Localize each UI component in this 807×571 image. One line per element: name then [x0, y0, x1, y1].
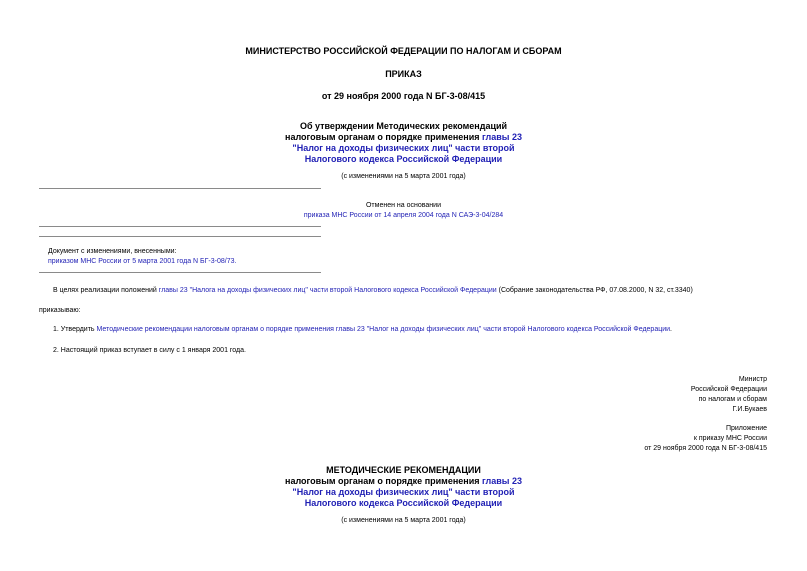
appendix-order-ref: к приказу МНС России — [693, 435, 767, 442]
recommendations-link[interactable]: Методические рекомендации налоговым органам о порядке применения главы 23 "Налог на доходы физических лиц" части второй Налогового кодекса Российской Федерации — [96, 326, 671, 333]
tax-code-chapter-link[interactable]: главы 23 "Налога на доходы физических лиц" части второй Налогового кодекса Российской Федерации — [158, 287, 497, 294]
chapter-23-link[interactable]: главы 23 — [481, 132, 522, 142]
amendment-order-link[interactable]: приказом МНС России от 5 марта 2001 года N БГ-3-08/73. — [48, 258, 237, 265]
title-line-2-text: налоговым органам о порядке применения — [285, 132, 482, 142]
item-1-text: 1. Утвердить — [53, 326, 97, 333]
divider — [39, 188, 321, 189]
recommendations-line-2-text: налоговым органам о порядке применения — [285, 476, 482, 486]
preamble — [53, 287, 693, 294]
preamble-source: (Собрание законодательства РФ, 07.08.2000, N 32, ст.3340) — [496, 287, 693, 294]
cancelled-text: Отменен на основании — [365, 202, 441, 209]
title-line-1: Об утверждении Методических рекомендаций — [299, 121, 508, 131]
order-word: приказываю: — [39, 307, 81, 314]
title-line-4-link[interactable]: Налогового кодекса Российской Федерации — [304, 154, 503, 164]
appendix-label: Приложение — [725, 425, 767, 432]
amendments-text: Документ с изменениями, внесенными: — [48, 248, 177, 255]
appendix-date-number: от 29 ноября 2000 года N БГ-3-08/415 — [644, 445, 767, 452]
title-line-3-link[interactable]: "Налог на доходы физических лиц" части второй — [292, 143, 515, 153]
recommendations-title: МЕТОДИЧЕСКИЕ РЕКОМЕНДАЦИИ — [326, 465, 481, 475]
recommendations-line-2 — [0, 476, 807, 486]
item-1-end: . — [670, 326, 672, 333]
ministry-heading: МИНИСТЕРСТВО РОССИЙСКОЙ ФЕДЕРАЦИИ ПО НАЛОГАМ И СБОРАМ — [245, 46, 562, 56]
doc-type-heading: ПРИКАЗ — [385, 69, 422, 79]
title-changes-note: (с изменениями на 5 марта 2001 года) — [341, 173, 466, 180]
recommendations-line-3-link[interactable]: "Налог на доходы физических лиц" части второй — [292, 487, 515, 497]
divider — [39, 236, 321, 237]
recommendations-changes-note: (с изменениями на 5 марта 2001 года) — [341, 517, 466, 524]
title-line-2 — [0, 132, 807, 142]
recommendations-chapter-23-link[interactable]: главы 23 — [481, 476, 522, 486]
signature-title: Министр — [738, 376, 767, 383]
recommendations-line-4-link[interactable]: Налогового кодекса Российской Федерации — [304, 498, 503, 508]
divider — [39, 226, 321, 227]
signature-name: Г.И.Букаев — [732, 406, 767, 413]
item-2: 2. Настоящий приказ вступает в силу с 1 января 2001 года. — [53, 347, 246, 354]
cancelled-order-link[interactable]: приказа МНС России от 14 апреля 2004 года N САЭ-3-04/284 — [303, 212, 504, 219]
doc-date-number: от 29 ноября 2000 года N БГ-3-08/415 — [321, 91, 486, 101]
preamble-text: В целях реализации положений — [53, 287, 159, 294]
signature-ministry: по налогам и сборам — [698, 396, 767, 403]
divider — [39, 272, 321, 273]
item-1 — [53, 326, 672, 333]
signature-country: Российской Федерации — [690, 386, 767, 393]
